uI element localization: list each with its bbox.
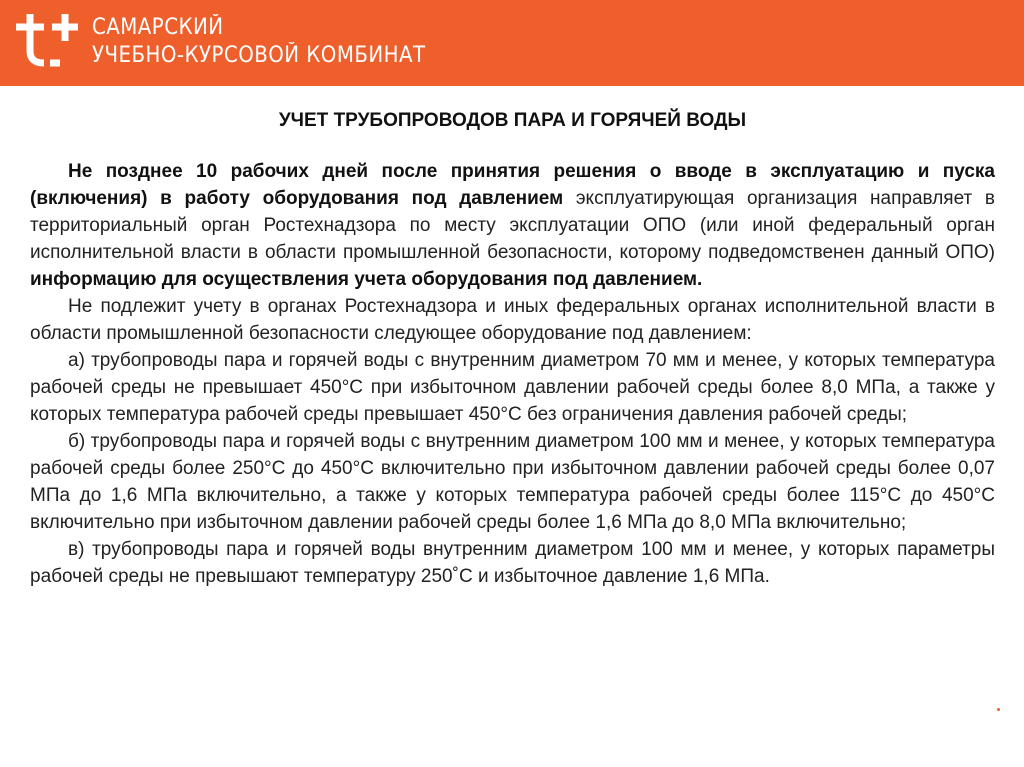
item-c: в) трубопроводы пара и горячей воды внутренним диаметром 100 мм и менее, у которых параметры рабочей среды не превышают температуру 250˚С и избыточное давление 1,6 МПа. (30, 539, 995, 587)
item-a: а) трубопроводы пара и горячей воды с внутренним диаметром 70 мм и менее, у которых температура рабочей среды не превышает 450°С при избыточном давлении рабочей среды более 8,0 МПа, а также у которых температура рабочей среды превышает 450°С без ограничения давления рабочей среды; (30, 350, 995, 425)
p1-normal: эксплуатирующая организация направляет в территориальный орган Ростехнадзора по месту эксплуатации ОПО (или иной федеральный орган исполнительной власти в области промышленной безопасности, которому подведомственен данный ОПО) (30, 188, 995, 263)
slide-title: УЧЕТ ТРУБОПРОВОДОВ ПАРА И ГОРЯЧЕЙ ВОДЫ (278, 110, 747, 131)
item-b: б) трубопроводы пара и горячей воды с внутренним диаметром 100 мм и менее, у которых температура рабочей среды более 250°С до 450°С включительно при избыточном давлении рабочей среды более 0,07 МПа до 1,6 МПа включительно, а также у которых температура рабочей среды более 115°С до 450°С включительно при избыточном давлении рабочей среды более 1,6 МПа до 8,0 МПа включительно; (30, 431, 995, 533)
p1-bold-start: Не позднее 10 рабочих дней после принятия решения о вводе в эксплуатацию и пуска (включения) в работу оборудования под давлением (30, 161, 995, 209)
header-bar (0, 0, 1024, 86)
brand-name (92, 14, 463, 70)
brand-line-1: САМАРСКИЙ (92, 15, 224, 40)
paragraph-1 (30, 158, 995, 293)
decorative-dot (997, 708, 1000, 711)
brand-line-2: УЧЕБНО-КУРСОВОЙ КОМБИНАТ (92, 43, 426, 68)
paragraph-2: Не подлежит учету в органах Ростехнадзора и иных федеральных органах исполнительной власти в области промышленной безопасности следующее оборудование под давлением: (30, 296, 995, 344)
slide-body (30, 158, 995, 590)
p1-bold-end: информацию для осуществления учета оборудования под давлением. (30, 269, 703, 290)
logo-t-plus-icon (14, 11, 80, 73)
